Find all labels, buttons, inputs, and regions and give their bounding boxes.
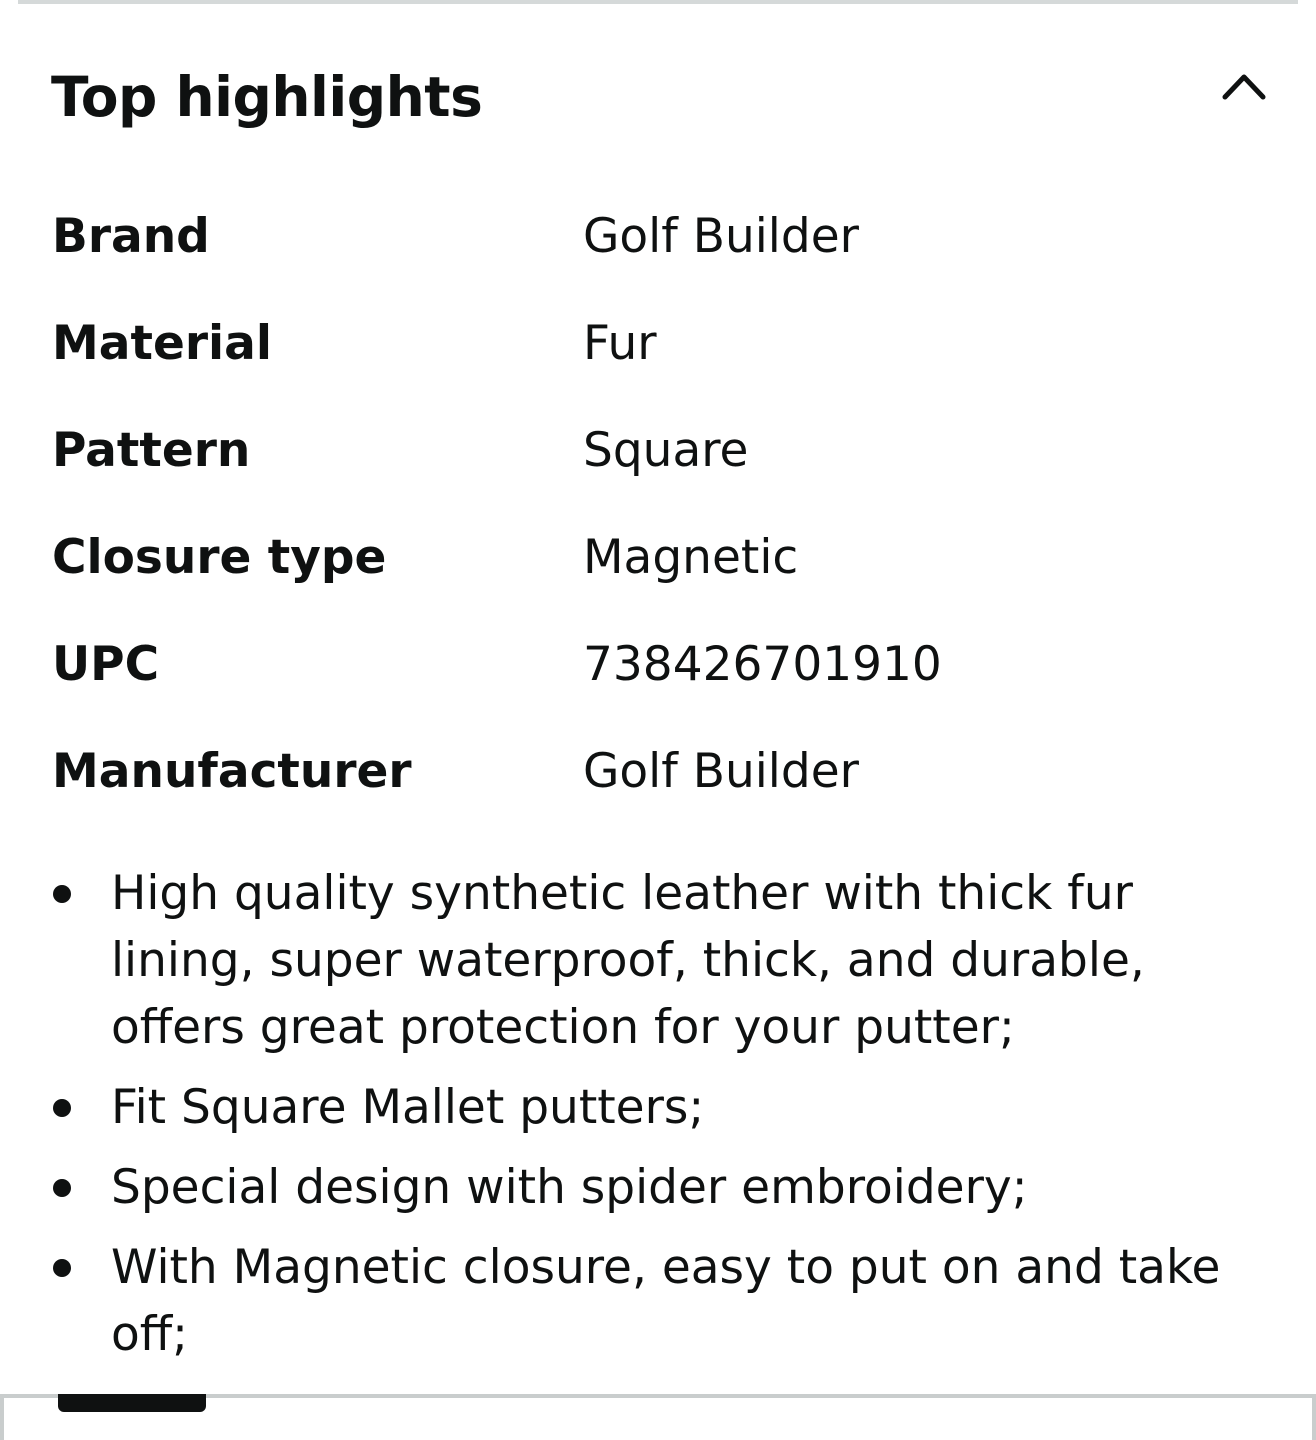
feature-bullet-text: High quality synthetic leather with thick fur lining, super waterproof, thick, and durable, offers great protection for your putter; xyxy=(111,866,1145,1055)
spec-label: UPC xyxy=(52,637,160,692)
bullet-icon xyxy=(53,1259,71,1277)
spec-label: Material xyxy=(52,316,272,371)
bottom-sheet-border-left xyxy=(0,1398,4,1440)
bullet-icon xyxy=(53,1099,71,1117)
bottom-sheet-border-right xyxy=(1312,1398,1316,1440)
feature-bullet xyxy=(0,1074,1316,1141)
spec-row-pattern xyxy=(0,411,1316,491)
spec-value: Fur xyxy=(583,316,657,371)
spec-value: Square xyxy=(583,423,749,478)
feature-bullet xyxy=(0,860,1316,1061)
feature-bullet xyxy=(0,1154,1316,1221)
feature-bullet-list xyxy=(0,860,1316,1381)
bottom-sheet-edge xyxy=(0,1394,1316,1440)
spec-row-closure-type xyxy=(0,518,1316,598)
spec-label: Brand xyxy=(52,209,210,264)
section-divider xyxy=(18,0,1298,4)
spec-row-brand xyxy=(0,197,1316,277)
spec-row-manufacturer xyxy=(0,732,1316,812)
drag-handle[interactable] xyxy=(58,1394,206,1412)
spec-label: Pattern xyxy=(52,423,251,478)
feature-bullet-text: Fit Square Mallet putters; xyxy=(111,1080,705,1135)
spec-value: Golf Builder xyxy=(583,744,859,799)
feature-bullet-text: With Magnetic closure, easy to put on and take off; xyxy=(111,1240,1221,1362)
spec-row-material xyxy=(0,304,1316,384)
feature-bullet-text: Special design with spider embroidery; xyxy=(111,1160,1028,1215)
spec-label: Manufacturer xyxy=(52,744,412,799)
spec-label: Closure type xyxy=(52,530,387,585)
feature-bullet xyxy=(0,1234,1316,1368)
bullet-icon xyxy=(53,885,71,903)
spec-value: Golf Builder xyxy=(583,209,859,264)
spec-value: 738426701910 xyxy=(583,637,942,692)
top-highlights-header[interactable] xyxy=(0,40,1316,160)
section-title: Top highlights xyxy=(51,65,483,129)
chevron-up-icon[interactable] xyxy=(1222,70,1266,100)
spec-row-upc xyxy=(0,625,1316,705)
spec-value: Magnetic xyxy=(583,530,799,585)
bullet-icon xyxy=(53,1179,71,1197)
